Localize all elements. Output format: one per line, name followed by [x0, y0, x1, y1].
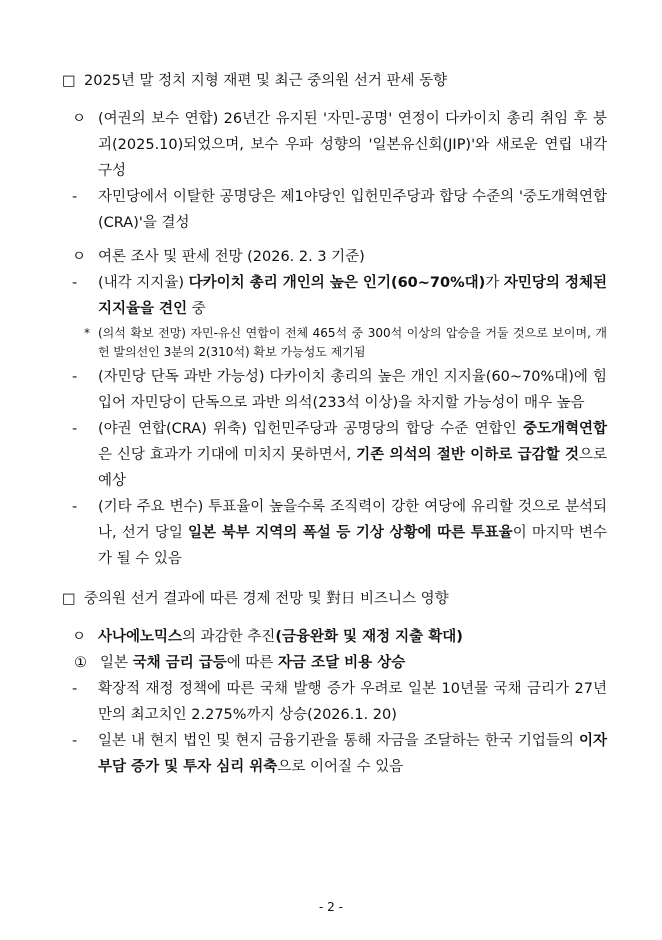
bullet-item: ㅇ (여권의 보수 연합) 26년간 유지된 '자민-공명' 연정이 다카이치 총리 취임 후 붕괴(2025.10)되었으며, 보수 우파 성향의 '일본유신회(JIP)'와 새로운 연립 내각 구성: [72, 111, 607, 179]
dash-item: - (야권 연합(CRA) 위축) 입헌민주당과 공명당의 합당 수준 연합인 중도개혁연합은 신당 효과가 기대에 미치지 못하면서, 기존 의석의 절반 이하로 급감할 것으로 예상: [72, 421, 607, 489]
dash-item: - (내각 지지율) 다카이치 총리 개인의 높은 인기(60~70%대)가 자민당의 정체된 지지율을 견인 중: [72, 275, 608, 317]
numbered-item: ① 일본 국채 금리 급등에 따른 자금 조달 비용 상승: [74, 655, 406, 671]
dash-item: - (자민당 단독 과반 가능성) 다카이치 총리의 높은 개인 지지율(60~70%대)에 힘입어 자민당이 단독으로 과반 의석(233석 이상)을 차지할 가능성이 매우 높음: [72, 369, 607, 411]
dash-item: - 확장적 재정 정책에 따른 국채 발행 증가 우려로 일본 10년물 국채 금리가 27년 만의 최고치인 2.275%까지 상승(2026.1. 20): [72, 681, 607, 723]
page-number: - 2 -: [319, 900, 343, 914]
section-heading-2: □ 중의원 선거 결과에 따른 경제 전망 및 對日 비즈니스 영향: [62, 591, 449, 607]
dash-item: - 일본 내 현지 법인 및 현지 금융기관을 통해 자금을 조달하는 한국 기업들의 이자 부담 증가 및 투자 심리 위축으로 이어질 수 있음: [72, 733, 607, 775]
section-heading-1: □ 2025년 말 정치 지형 재편 및 최근 중의원 선거 판세 동향: [62, 73, 448, 89]
note-item: * (의석 확보 전망) 자민-유신 연합이 전체 465석 중 300석 이상의 압승을 거둘 것으로 보이며, 개헌 발의선인 3분의 2(310석) 확보 가능성도 제기됨: [84, 326, 607, 359]
dash-item: - 자민당에서 이탈한 공명당은 제1야당인 입헌민주당과 합당 수준의 '중도개혁연합(CRA)'을 결성: [72, 189, 607, 231]
dash-item: - (기타 주요 변수) 투표율이 높을수록 조직력이 강한 여당에 유리할 것으로 분석되나, 선거 당일 일본 북부 지역의 폭설 등 기상 상황에 따른 투표율이 마지막 변수가 될 수 있음: [72, 499, 607, 567]
document-page: [62, 70, 607, 780]
bullet-item: ㅇ 여론 조사 및 판세 전망 (2026. 2. 3 기준): [72, 249, 365, 265]
bullet-item: ㅇ 사나에노믹스의 과감한 추진(금융완화 및 재정 지출 확대): [72, 629, 463, 645]
